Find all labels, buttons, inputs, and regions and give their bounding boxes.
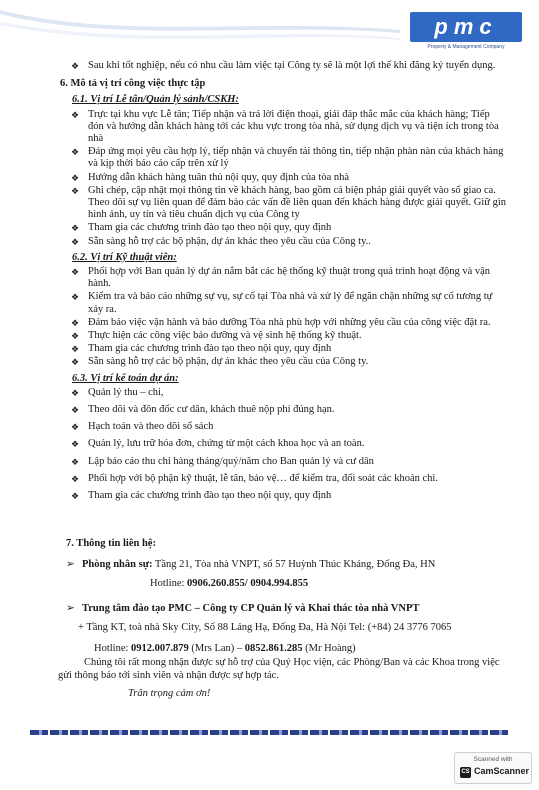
list-item: ❖ Tham gia các chương trình đào tạo theo nội quy, quy định <box>71 490 332 502</box>
diamond-bullet-icon: ❖ <box>71 267 80 278</box>
training-hotline: Hotline: 0912.007.879 (Mrs Lan) – 0852.861.285 (Mr Hoàng) <box>94 643 356 654</box>
list-item: ❖ Phối hợp với Ban quản lý dự án nắm bắt các hệ thống kỹ thuật trong quá trình hoạt động và vận hành. <box>71 266 491 290</box>
training-address: + Tầng KT, toà nhà Sky City, Số 88 Láng Hạ, Đống Đa, Hà Nội Tel: (+84) 24 3776 7065 <box>78 622 452 633</box>
section-6-2-list <box>58 266 508 369</box>
list-item: ❖ Đáp ứng mọi yêu cầu hợp lý, tiếp nhận và chuyển tải thông tin, tiếp nhận phàn nàn của khách hàng và kịp thời báo cáo cấp trên xử lý <box>71 146 504 170</box>
logo-badge <box>410 12 522 42</box>
section-6-title: 6. Mô tả vị trí công việc thực tập <box>60 78 206 90</box>
arrow-bullet-icon: ➢ <box>66 559 75 570</box>
hr-contact: ➢ Phòng nhân sự: Tầng 21, Tòa nhà VNPT, số 57 Huỳnh Thúc Kháng, Đống Đa, HN <box>66 559 436 570</box>
contact-section <box>66 537 506 667</box>
section-6-2-title: 6.2. Vị trí Kỹ thuật viên: <box>72 251 177 263</box>
diamond-bullet-icon: ❖ <box>71 387 80 398</box>
section-6-3-list <box>58 387 508 502</box>
section-6-1-list <box>58 109 508 248</box>
list-item: ❖ Sẵn sàng hỗ trợ các bộ phận, dự án khác theo yêu cầu của Công ty. <box>71 356 369 368</box>
diamond-bullet-icon: ❖ <box>71 61 80 71</box>
diamond-bullet-icon: ❖ <box>71 405 80 416</box>
diamond-bullet-icon: ❖ <box>71 331 80 342</box>
diamond-bullet-icon: ❖ <box>71 292 80 303</box>
camscanner-icon: CS <box>460 767 471 778</box>
diamond-bullet-icon: ❖ <box>71 357 80 368</box>
list-item: ❖ Tham gia các chương trình đào tạo theo nội quy, quy định <box>71 222 332 234</box>
diamond-bullet-icon: ❖ <box>71 439 80 450</box>
arrow-bullet-icon: ➢ <box>66 603 75 614</box>
section-7-title: 7. Thông tin liên hệ: <box>66 538 156 549</box>
list-item: ❖ Hướng dẫn khách hàng tuân thủ nội quy, quy định của tòa nhà <box>71 171 350 183</box>
list-item: ❖ Phối hợp với bộ phận kỹ thuật, lễ tân, bảo vệ… để kiểm tra, đối soát các khoản chi. <box>71 472 438 484</box>
intro-bullet: ❖ Sau khi tốt nghiệp, nếu có nhu cầu làm việc tại Công ty sẽ là một lợi thế khi đăng ký tuyển dụng. <box>71 60 496 71</box>
section-6-3-title: 6.3. Vị trí kế toán dự án: <box>72 372 179 384</box>
diamond-bullet-icon: ❖ <box>71 185 80 196</box>
logo-subtitle: Property & Management Company <box>427 44 505 50</box>
diamond-bullet-icon: ❖ <box>71 317 80 328</box>
diamond-bullet-icon: ❖ <box>71 223 80 234</box>
logo-brand: pmc <box>434 14 498 39</box>
footer-stripe-decoration <box>30 730 510 735</box>
diamond-bullet-icon: ❖ <box>71 344 80 355</box>
list-item: ❖ Tham gia các chương trình đào tạo theo nội quy, quy định <box>71 343 332 355</box>
watermark-app-name: CamScanner <box>474 766 530 776</box>
list-item: ❖ Quản lý, lưu trữ hóa đơn, chứng từ một cách khoa học và an toàn. <box>71 438 365 450</box>
list-item: ❖ Ghi chép, cập nhật mọi thông tin về khách hàng, bao gồm cả biện pháp giải quyết vào sổ giao ca. Theo dõi sự vụ liên quan để đảm bảo các vấn đề liên quan đến khách hàng được giải quyết. Giữ gìn hình ảnh, uy tín và tiêu chuẩn dịch vụ của Công ty <box>71 184 507 221</box>
diamond-bullet-icon: ❖ <box>71 456 80 467</box>
main-content <box>58 60 508 507</box>
diamond-bullet-icon: ❖ <box>71 473 80 484</box>
list-item: ❖ Theo dõi và đôn đốc cư dân, khách thuê nộp phí đúng hạn. <box>71 404 335 416</box>
diamond-bullet-icon: ❖ <box>71 236 80 247</box>
diamond-bullet-icon: ❖ <box>71 491 80 502</box>
closing-paragraph: Chúng tôi rất mong nhận được sự hỗ trợ của Quý Học viện, các Phòng/Ban và các Khoa trong việc gửi thông báo tới sinh viên và nhận được sự hợp tác. <box>58 657 500 681</box>
list-item: ❖ Sẵn sàng hỗ trợ các bộ phận, dự án khác theo yêu cầu của Công ty.. <box>71 235 371 247</box>
pmc-logo <box>410 12 522 54</box>
diamond-bullet-icon: ❖ <box>71 147 80 158</box>
camscanner-watermark <box>454 752 532 784</box>
list-item: ❖ Đảm bảo việc vận hành và bảo dưỡng Tòa nhà phù hợp với những yêu cầu của công việc đặt ra. <box>71 316 491 328</box>
list-item: ❖ Quản lý thu – chi, <box>71 386 164 398</box>
closing-sign: Trân trọng cảm ơn! <box>128 688 211 699</box>
list-item: ❖ Thực hiện các công việc bảo dưỡng và vệ sinh hệ thống kỹ thuật. <box>71 330 362 342</box>
list-item: ❖ Hạch toán và theo dõi sổ sách <box>71 421 214 433</box>
hr-hotline: Hotline: 0906.260.855/ 0904.994.855 <box>150 578 309 589</box>
list-item: ❖ Kiểm tra và báo cáo những sự vụ, sự cố tại Tòa nhà và xử lý để ngăn chặn những sự cố tương tự xảy ra. <box>71 291 493 315</box>
list-item: ❖ Lập báo cáo thu chi hàng tháng/quý/năm cho Ban quản lý và cư dân <box>71 455 374 467</box>
list-item: ❖ Trực tại khu vực Lễ tân; Tiếp nhận và trả lời điện thoại, giải đáp thắc mắc của khách hàng; Tiếp đón và hướng dẫn khách hàng tới các khu vực trong tòa nhà, sử dụng dịch vụ và tiện ích trong tòa nhà <box>71 108 499 145</box>
diamond-bullet-icon: ❖ <box>71 422 80 433</box>
diamond-bullet-icon: ❖ <box>71 109 80 120</box>
diamond-bullet-icon: ❖ <box>71 172 80 183</box>
watermark-scanned-text: Scanned with <box>473 756 513 763</box>
section-6-1-title: 6.1. Vị trí Lễ tân/Quản lý sảnh/CSKH: <box>72 94 239 106</box>
training-center-contact: ➢ Trung tâm đào tạo PMC – Công ty CP Quản lý và Khai thác tòa nhà VNPT <box>66 603 420 614</box>
